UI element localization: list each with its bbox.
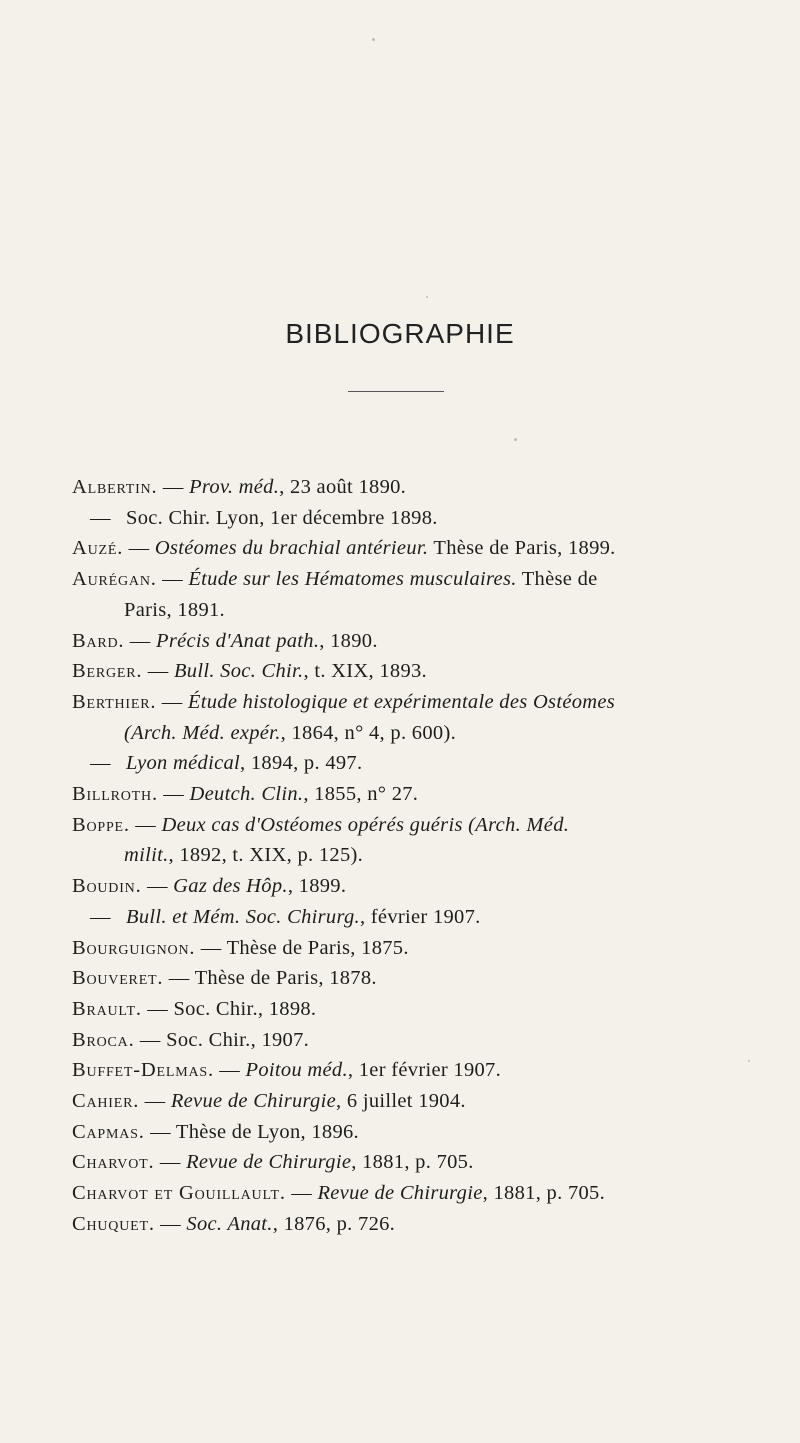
entry-details: Thèse de Paris, 1875.	[226, 936, 409, 959]
entry-separator: —	[142, 660, 174, 683]
entry-details: Thèse de Paris, 1878.	[194, 967, 377, 990]
bibliography-entry	[72, 933, 772, 964]
bibliography-entry	[72, 503, 772, 534]
entry-separator: —	[124, 629, 157, 652]
entry-work-title: Lyon médical	[126, 752, 241, 775]
page-title: BIBLIOGRAPHIE	[285, 318, 515, 349]
bibliography-entry	[72, 871, 772, 902]
entry-work-title: Deutch. Clin.	[189, 783, 304, 806]
entry-work-title: Étude sur les Hématomes musculaires.	[188, 568, 517, 591]
bibliography-entry	[72, 595, 772, 626]
bibliography-entry	[72, 902, 772, 933]
bibliography-entry	[72, 1117, 772, 1148]
bibliography-entry	[72, 1147, 772, 1178]
bibliography-entry	[72, 840, 772, 871]
bibliography-entry	[72, 687, 772, 718]
entry-author: Chuquet.	[72, 1212, 155, 1235]
entry-details: , 1876, p. 726.	[272, 1212, 396, 1235]
entry-separator: —	[123, 537, 155, 560]
bibliography-entry	[72, 779, 772, 810]
entry-work-title: Revue de Chirurgie	[317, 1182, 483, 1205]
entry-author: Bourguignon.	[72, 936, 196, 959]
entry-work-title: Étude histologique et expérimentale des Ostéomes	[187, 690, 616, 713]
bibliography-entry	[72, 472, 772, 503]
entry-work-title: Revue de Chirurgie	[186, 1151, 352, 1174]
entry-separator: —	[285, 1182, 318, 1205]
entry-separator: —	[129, 813, 162, 836]
entry-details: , 1890.	[319, 629, 378, 652]
entry-details: , 1881, p. 705.	[351, 1151, 474, 1174]
entry-author: Broca.	[72, 1028, 135, 1051]
bibliography-entry	[72, 963, 772, 994]
entry-author: Berthier.	[72, 690, 157, 713]
entry-author: Cahier.	[72, 1090, 140, 1113]
entry-work-title: Revue de Chirurgie	[170, 1090, 337, 1113]
entry-details: , t. XIX, 1893.	[303, 660, 427, 683]
entry-details: , 1894, p. 497.	[240, 752, 363, 775]
entry-work-title: Soc. Anat.	[186, 1212, 273, 1235]
entry-author: Auzé.	[72, 537, 124, 560]
entry-work-title: Deux cas d'Ostéomes opérés guéris (Arch. Méd.	[161, 813, 570, 836]
entry-details: Soc. Chir. Lyon, 1er décembre 1898.	[126, 506, 438, 529]
entry-separator: —	[156, 568, 189, 591]
bibliography-entry	[72, 656, 772, 687]
bibliography-entry	[72, 718, 772, 749]
entry-author: Boudin.	[72, 875, 142, 898]
entry-author: Charvot.	[72, 1151, 155, 1174]
entry-author: Berger.	[72, 660, 143, 683]
entry-author: Bard.	[72, 629, 125, 652]
entry-separator: —	[139, 1090, 171, 1113]
entry-details: , 1er février 1907.	[347, 1059, 502, 1082]
entry-separator: —	[157, 476, 190, 498]
bibliography-entry	[72, 1178, 772, 1209]
entry-author: Aurégan.	[72, 568, 157, 591]
entry-details: Soc. Chir., 1907.	[166, 1028, 310, 1051]
entry-work-title: Bull. et Mém. Soc. Chirurg.	[126, 905, 360, 928]
entry-details: Soc. Chir., 1898.	[173, 997, 317, 1020]
entry-details: , 1864, n° 4, p. 600).	[280, 721, 456, 744]
entry-work-title: Gaz des Hôp.	[173, 875, 288, 898]
bibliography-entry	[72, 1086, 772, 1117]
entry-author: Albertin.	[72, 476, 158, 498]
entry-separator: —	[163, 967, 195, 990]
entry-work-title: Ostéomes du brachial antérieur.	[154, 537, 429, 560]
entry-author: Buffet-Delmas.	[72, 1059, 214, 1082]
entry-details: , 6 juillet 1904.	[336, 1090, 466, 1113]
entry-separator: —	[195, 936, 227, 959]
entry-author: Billroth.	[72, 783, 158, 806]
entry-separator: —	[154, 1212, 187, 1235]
entry-separator: —	[141, 875, 174, 898]
bibliography-entry	[72, 994, 772, 1025]
entry-details: , 1881, p. 705.	[482, 1182, 606, 1205]
entry-details: , février 1907.	[359, 905, 481, 928]
entry-author: Brault.	[72, 997, 142, 1020]
bibliography-entry	[72, 533, 772, 564]
entry-details: Paris, 1891.	[124, 598, 225, 621]
bibliography-entry	[72, 810, 772, 841]
entry-details: , 1855, n° 27.	[303, 783, 419, 806]
entry-separator: —	[156, 690, 188, 713]
entry-work-title: (Arch. Méd. expér.	[124, 721, 281, 744]
entry-separator: —	[134, 1028, 167, 1051]
entry-details: Thèse de	[516, 568, 598, 591]
entry-details: , 1899.	[287, 875, 347, 898]
bibliography-entry	[72, 1209, 772, 1240]
repeat-author-dash: —	[90, 905, 111, 928]
entry-details: , 1892, t. XIX, p. 125).	[168, 844, 364, 867]
entry-separator: —	[141, 997, 174, 1020]
entry-separator: —	[154, 1151, 187, 1174]
entry-work-title: Précis d'Anat path.	[156, 629, 320, 652]
bibliography-entry	[72, 1025, 772, 1056]
entry-work-title: Bull. Soc. Chir.	[173, 660, 304, 683]
entry-work-title: milit.	[124, 844, 169, 867]
entry-author: Charvot et Gouillault.	[72, 1182, 286, 1205]
bibliography-entry	[72, 748, 772, 779]
bibliography-entry	[72, 1055, 772, 1086]
repeat-author-dash: —	[90, 506, 111, 529]
entry-separator: —	[157, 783, 190, 806]
bibliography-entry	[72, 564, 772, 595]
bibliography-entry	[72, 626, 772, 657]
repeat-author-dash: —	[90, 752, 111, 775]
entry-separator: —	[144, 1120, 176, 1143]
entry-details: Thèse de Paris, 1899.	[428, 537, 616, 560]
entry-details: Thèse de Lyon, 1896.	[175, 1120, 359, 1143]
entry-details: , 23 août 1890.	[279, 476, 407, 498]
entry-work-title: Prov. méd.	[189, 476, 280, 498]
entry-author: Bouveret.	[72, 967, 164, 990]
entry-author: Boppe.	[72, 813, 130, 836]
bibliography-list	[72, 472, 772, 1240]
entry-separator: —	[213, 1059, 246, 1082]
entry-work-title: Poitou méd.	[245, 1059, 348, 1082]
entry-author: Capmas.	[72, 1120, 145, 1143]
title-divider	[348, 391, 444, 392]
